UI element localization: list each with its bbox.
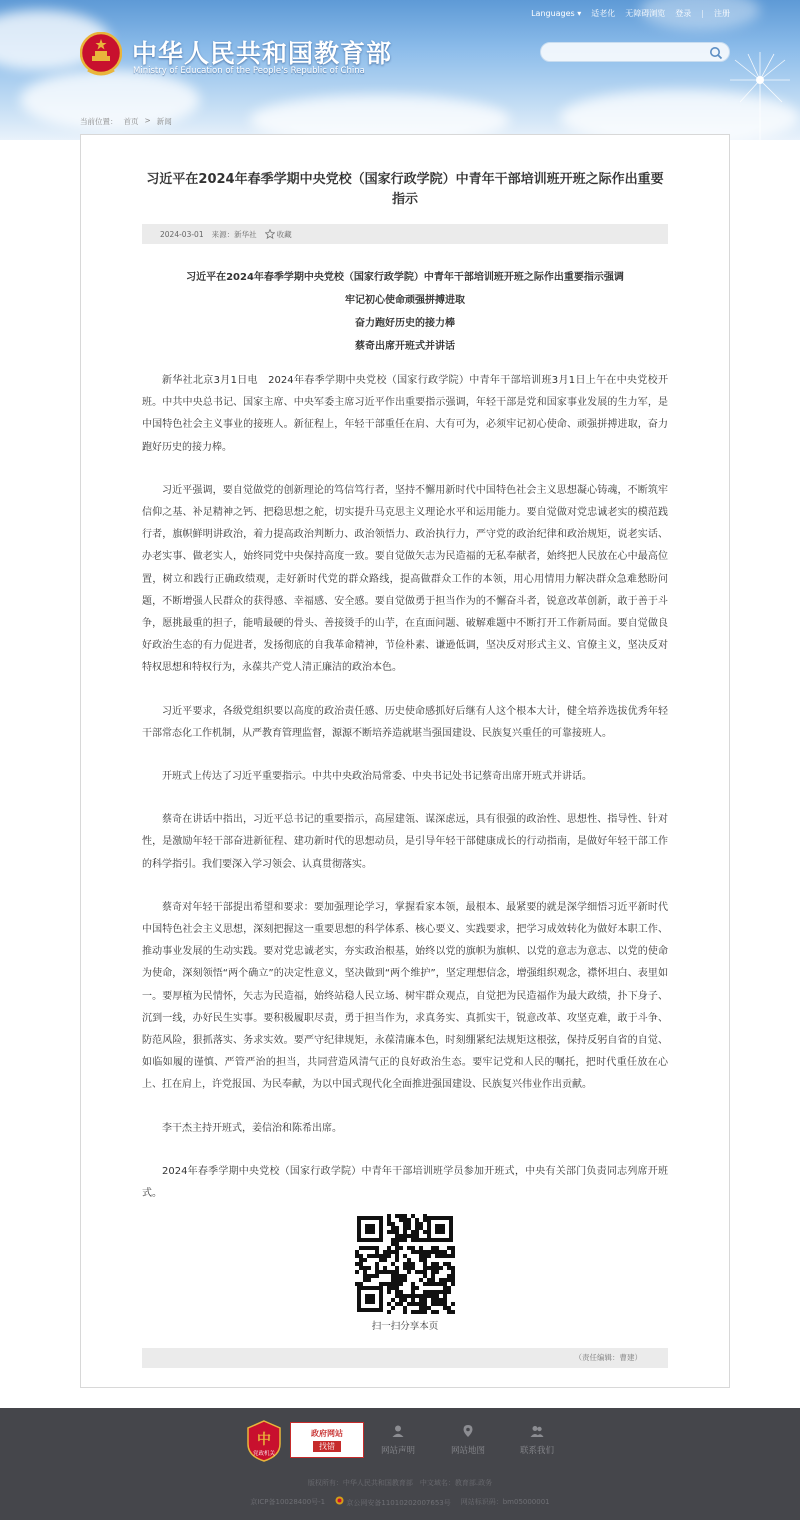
footer-registration (0, 1496, 800, 1508)
police-badge-icon (335, 1496, 344, 1505)
headline-line: 习近平在2024年春季学期中央党校（国家行政学院）中青年干部培训班开班之际作出重要指示强调 (186, 272, 624, 283)
languages-menu[interactable]: Languages ▾ (531, 9, 582, 18)
headline-line: 奋力跑好历史的接力棒 (355, 318, 455, 329)
police-record-link[interactable]: 京公网安备11010202007653号 (335, 1496, 451, 1508)
article-paragraph: 开班式上传达了习近平重要指示。中共中央政治局常委、中央书记处书记蔡奇出席开班式并讲话。 (162, 771, 592, 783)
qr-caption: 扫一扫分享本页 (371, 1321, 439, 1332)
national-emblem-icon[interactable] (80, 32, 122, 76)
party-government-badge-icon[interactable] (246, 1420, 282, 1462)
elderly-mode-link[interactable]: 适老化 (591, 9, 616, 18)
article-paragraph: 2024年春季学期中央党校（国家行政学院）中青年干部培训班学员参加开班式，中央有关部门负责同志列席开班式。 (142, 1165, 668, 1200)
footer-link-contact[interactable] (507, 1424, 567, 1456)
breadcrumb-separator: > (144, 116, 151, 125)
site-header (0, 0, 800, 140)
site-title[interactable]: 中华人民共和国教育部 (132, 39, 393, 68)
breadcrumb (80, 116, 172, 127)
dandelion-decoration-icon (690, 40, 800, 140)
breadcrumb-home[interactable]: 首页 (123, 117, 139, 126)
user-icon (391, 1424, 405, 1438)
login-link[interactable]: 登录 (675, 9, 692, 18)
top-nav (531, 8, 730, 19)
article-paragraph: 蔡奇对年轻干部提出希望和要求：要加强理论学习，掌握看家本领，最根本、最紧要的就是深学细悟习近平新时代中国特色社会主义思想，深刻把握这一重要思想的科学体系、核心要义、实践要求，把学习成效转化为做好本职工作、推动事业发展的生动实践。要对党忠诚老实，夯实政治根基，始终以党的旗帜为旗帜、以党的意志为意志、以党的使命为使命，深刻领悟“两个确立”的决定性意义，坚决做到“两个维护”，坚定理想信念，增强组织观念，襟怀坦白、表里如一。要厚植为民情怀，矢志为民造福，始终站稳人民立场、树牢群众观点，自觉把为民造福作为最大政绩，扑下身子、沉到一线，办好民生实事。要积极履职尽责，勇于担当作为，求真务实、真抓实干，锐意改革、攻坚克难，敢于斗争、防范风险，狠抓落实、务求实效。要严守纪律规矩，永葆清廉本色，时刻绷紧纪法规矩这根弦，保持反躬自省的自觉、如临如履的谨慎、严管严治的担当，共同营造风清气正的良好政治生态。要牢记党和人民的嘱托，把时代重任放在心上、扛在肩上，许党报国、为民奉献，为以中国式现代化全面推进强国建设、民族复兴伟业作出贡献。 (142, 901, 668, 1091)
star-icon (265, 229, 275, 239)
article-paragraph: 习近平要求，各级党组织要以高度的政治责任感、历史使命感抓好后继有人这个根本大计，健全培养选拔优秀年轻干部常态化工作机制，从严教育管理监督，源源不断培养造就堪当强国建设、民族复兴重任的可靠接班人。 (142, 705, 668, 739)
gov-badge-line1: 政府网站 (311, 1429, 343, 1438)
share-qr-code-icon (355, 1214, 455, 1314)
site-id-text: 网站标识码：bm05000001 (460, 1498, 550, 1506)
article-title: 习近平在2024年春季学期中央党校（国家行政学院）中青年干部培训班开班之际作出重要指示 (146, 172, 664, 207)
people-icon (530, 1424, 544, 1438)
article-paragraph: 李干杰主持开班式，姜信治和陈希出席。 (162, 1122, 342, 1134)
article-headlines (142, 266, 668, 358)
footer-link-sitemap[interactable] (438, 1424, 498, 1456)
nav-separator: | (701, 9, 704, 18)
register-link[interactable]: 注册 (714, 9, 730, 18)
footer-link-label: 网站声明 (380, 1446, 415, 1456)
footer-link-label: 联系我们 (519, 1446, 554, 1456)
breadcrumb-current[interactable]: 新闻 (156, 117, 172, 126)
svg-text:党政机关: 党政机关 (252, 1451, 276, 1457)
headline-line: 牢记初心使命顽强拼搏进取 (345, 295, 465, 306)
location-pin-icon (461, 1424, 475, 1438)
copyright-text: 版权所有：中华人民共和国教育部 中文域名：教育部.政务 (307, 1479, 493, 1487)
footer-link-label: 网站地图 (450, 1446, 485, 1456)
favorite-label: 收藏 (276, 229, 292, 239)
breadcrumb-prefix: 当前位置： (80, 117, 118, 126)
publish-date: 2024-03-01 (160, 229, 204, 239)
article-paragraph: 习近平强调，要自觉做党的创新理论的笃信笃行者，坚持不懈用新时代中国特色社会主义思想凝心铸魂，不断筑牢信仰之基、补足精神之钙、把稳思想之舵，切实提升马克思主义理论水平和运用能力。要自觉做对党忠诚老实的模范践行者，旗帜鲜明讲政治，着力提高政治判断力、政治领悟力、政治执行力，严守党的政治纪律和政治规矩，说老实话、办老实事、做老实人，始终同党中央保持高度一致。要自觉做矢志为民造福的无私奉献者，始终把人民放在心中最高位置，树立和践行正确政绩观，走好新时代党的群众路线，提高做群众工作的本领，用心用情用力解决群众急难愁盼问题，不断增强人民群众的获得感、幸福感、安全感。要自觉做勇于担当作为的不懈奋斗者，锐意改革创新，敢于善于斗争，愿挑最重的担子，能啃最硬的骨头、善接烫手的山芋，在直面问题、破解难题中不断打开工作新局面。要自觉做良好政治生态的有力促进者，发扬彻底的自我革命精神，节俭朴素、谦逊低调，坚决反对形式主义、官僚主义，坚决反对特权思想和特权行为，永葆共产党人清正廉洁的政治本色。 (142, 484, 668, 674)
svg-text:中: 中 (257, 1432, 271, 1448)
footer-link-statement[interactable] (368, 1424, 428, 1456)
favorite-button[interactable] (265, 229, 292, 240)
site-subtitle: Ministry of Education of the People's Republic of China (133, 66, 365, 76)
article-paragraph: 蔡奇在讲话中指出，习近平总书记的重要指示，高屋建瓴、谋深虑远，具有很强的政治性、思想性、指导性、针对性，是激励年轻干部奋进新征程、建功新时代的思想动员，是引导年轻干部健康成长的行动指南，是做好年轻干部工作的科学指引。我们要深入学习领会、认真贯彻落实。 (142, 814, 668, 870)
article-paragraph: 新华社北京3月1日电 2024年春季学期中央党校（国家行政学院）中青年干部培训班3月1日上午在中央党校开班。中共中央总书记、国家主席、中央军委主席习近平作出重要指示强调，年轻干部是党和国家事业发展的生力军，是中国特色社会主义事业的接班人。新征程上，年轻干部重任在肩、大有可为，必须牢记初心使命、顽强拼搏进取，奋力跑好历史的接力棒。 (142, 375, 668, 453)
article-body (142, 370, 668, 1226)
article-source: 来源：新华社 (211, 229, 257, 239)
editor-bar (142, 1348, 668, 1368)
gov-website-error-report-button[interactable] (290, 1422, 364, 1458)
barrier-free-link[interactable]: 无障碍浏览 (625, 9, 666, 18)
icp-link[interactable]: 京ICP备10028400号-1 (250, 1498, 326, 1506)
article-meta-bar (142, 224, 668, 244)
responsible-editor: （责任编辑：曹建） (574, 1353, 642, 1362)
headline-line: 蔡奇出席开班式并讲话 (355, 341, 455, 352)
gov-badge-line2: 找错 (313, 1441, 341, 1452)
